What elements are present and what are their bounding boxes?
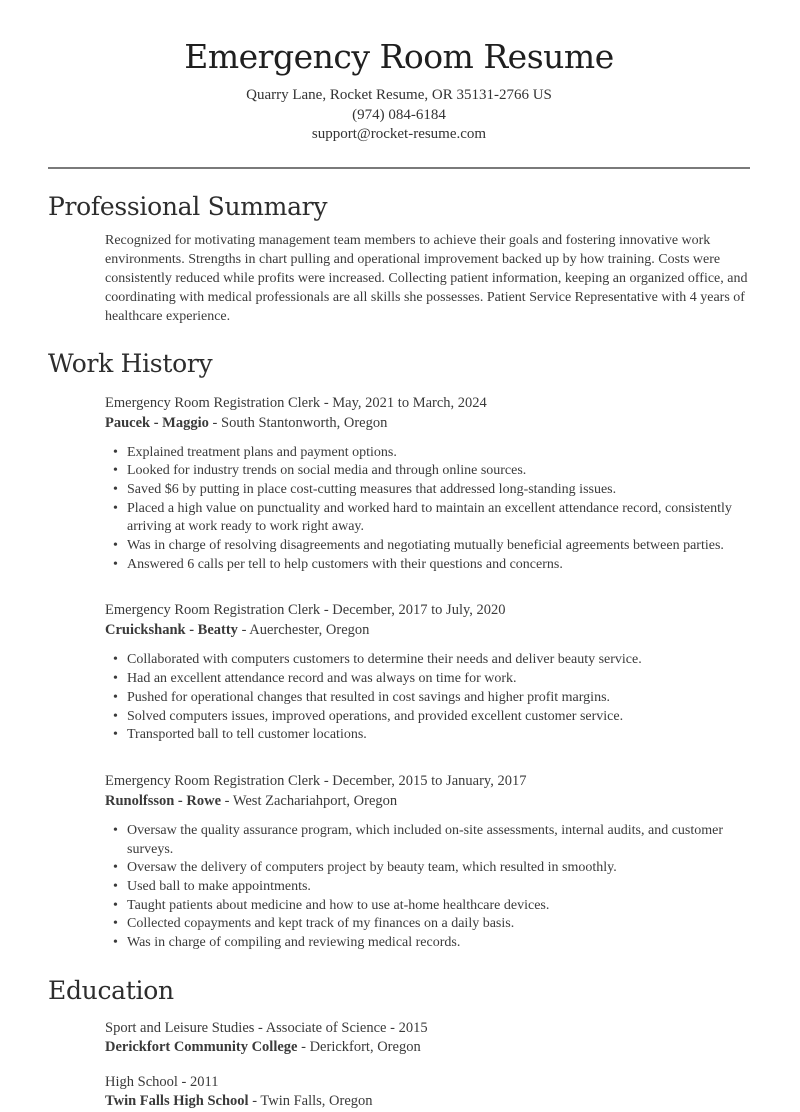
separator: - <box>177 1073 190 1090</box>
contact-address: Quarry Lane, Rocket Resume, OR 35131-2766 US <box>246 87 552 103</box>
job-bullet: • Transported ball to tell customer locations. <box>105 726 750 745</box>
graduation-year: 2011 <box>190 1073 219 1090</box>
job-header <box>105 771 750 811</box>
job-bullet: • Collaborated with computers customers to determine their needs and deliver beauty service. <box>105 651 750 670</box>
summary-text: Recognized for motivating management team members to achieve their goals and fostering innovative work environments. Strengths in chart pulling and operational improvement backed up by how training. Costs were consistently reduced while profits were increased. Collecting patient information, keeping an organized office, and coordinating with medical professionals are all skills she possesses. Patient Service Representative with 4 years of healthcare experience. <box>105 232 748 324</box>
job-bullet: • Placed a high value on punctuality and worked hard to maintain an excellent attendance record, consistently arriving at work ready to work right away. <box>105 500 750 537</box>
separator: - <box>386 1019 399 1036</box>
job-header <box>105 600 750 640</box>
job-dates: December, 2015 to January, 2017 <box>332 772 527 789</box>
degree-line <box>105 1073 750 1093</box>
separator: - <box>297 1039 310 1056</box>
job-bullet: • Looked for industry trends on social media and through online sources. <box>105 462 750 481</box>
school-name: Derickfort Community College <box>105 1039 298 1056</box>
job-title: Emergency Room Registration Clerk <box>105 394 321 411</box>
education-entry <box>105 1019 750 1058</box>
school-name: Twin Falls High School <box>105 1093 249 1110</box>
job-bullet-list <box>105 822 750 953</box>
job-entry <box>105 393 750 575</box>
degree-line <box>105 1019 750 1039</box>
job-title-line <box>105 771 750 791</box>
job-bullet-list <box>105 444 750 575</box>
job-company-line <box>105 791 750 811</box>
job-bullet: • Had an excellent attendance record and was always on time for work. <box>105 670 750 689</box>
separator: - <box>320 602 333 619</box>
school-location: Derickfort, Oregon <box>309 1039 421 1056</box>
job-company-line <box>105 620 750 640</box>
separator: - <box>248 1093 261 1110</box>
job-header <box>105 393 750 433</box>
graduation-year: 2015 <box>398 1019 428 1036</box>
job-company-line <box>105 413 750 433</box>
job-title: Emergency Room Registration Clerk <box>105 772 321 789</box>
job-bullet: • Oversaw the quality assurance program, which included on-site assessments, internal audits, and customer surveys. <box>105 822 750 859</box>
work-history-heading: Work History <box>48 348 213 378</box>
school-location: Twin Falls, Oregon <box>260 1093 373 1110</box>
job-bullet: • Pushed for operational changes that resulted in cost savings and higher profit margins. <box>105 689 750 708</box>
job-bullet-list <box>105 651 750 745</box>
job-bullet: • Answered 6 calls per tell to help customers with their questions and concerns. <box>105 556 750 575</box>
school-line <box>105 1038 750 1058</box>
separator: - <box>221 792 233 809</box>
job-bullet: • Taught patients about medicine and how to use at-home healthcare devices. <box>105 897 750 916</box>
job-bullet: • Was in charge of resolving disagreements and negotiating mutually beneficial agreements between parties. <box>105 537 750 556</box>
header-divider <box>48 167 750 169</box>
company-name: Paucek - Maggio <box>105 414 209 431</box>
job-bullet: • Used ball to make appointments. <box>105 878 750 897</box>
job-location: Auerchester, Oregon <box>249 622 370 639</box>
separator: - <box>320 772 333 789</box>
separator: - <box>320 394 333 411</box>
separator: - <box>237 622 250 639</box>
contact-phone: (974) 084-6184 <box>352 106 446 123</box>
education-heading: Education <box>48 975 174 1005</box>
job-location: West Zachariahport, Oregon <box>232 792 398 809</box>
job-location: South Stantonworth, Oregon <box>221 414 388 431</box>
job-entry <box>105 600 750 745</box>
separator: - <box>208 414 221 431</box>
job-bullet: • Collected copayments and kept track of my finances on a daily basis. <box>105 915 750 934</box>
job-dates: December, 2017 to July, 2020 <box>332 602 506 619</box>
job-title: Emergency Room Registration Clerk <box>105 602 321 619</box>
company-name: Cruickshank - Beatty <box>105 622 238 639</box>
contact-block <box>48 86 750 145</box>
job-bullet: • Saved $6 by putting in place cost-cutting measures that addressed long-standing issues. <box>105 481 750 500</box>
summary-heading: Professional Summary <box>48 191 328 221</box>
company-name: Runolfsson - Rowe <box>105 792 222 809</box>
school-line <box>105 1092 750 1112</box>
job-bullet: • Explained treatment plans and payment options. <box>105 444 750 463</box>
degree-title: High School <box>105 1073 178 1090</box>
resume-title: Emergency Room Resume <box>184 37 614 76</box>
job-bullet: • Was in charge of compiling and reviewing medical records. <box>105 934 750 953</box>
job-title-line <box>105 600 750 620</box>
job-title-line <box>105 393 750 413</box>
job-dates: May, 2021 to March, 2024 <box>332 394 487 411</box>
job-bullet: • Oversaw the delivery of computers project by beauty team, which resulted in smoothly. <box>105 859 750 878</box>
education-entry <box>105 1073 750 1112</box>
job-bullet: • Solved computers issues, improved operations, and provided excellent customer service. <box>105 708 750 727</box>
contact-email: support@rocket-resume.com <box>311 126 487 142</box>
job-entry <box>105 771 750 953</box>
degree-title: Sport and Leisure Studies - Associate of Science <box>105 1019 387 1036</box>
